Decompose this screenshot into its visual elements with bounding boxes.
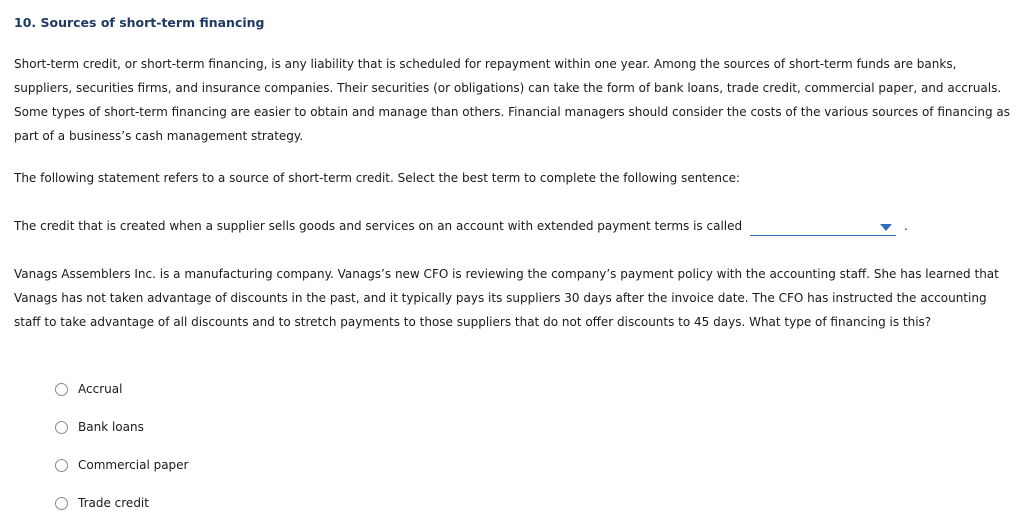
intro-paragraph: Short-term credit, or short-term financing, is any liability that is scheduled for repayment within one year. Among the sources of short-term funds are banks, suppliers, securities firms, and insurance companies. Their securities (or obligations) can take the form of bank loans, trade credit, commercial paper, and accruals. Some types of short-term financing are easier to obtain and manage than others. Financial managers should consider the costs of the various sources of financing as part of a business’s cash management strategy. xyxy=(14,57,1011,143)
option-label: Commercial paper xyxy=(78,458,189,472)
question-title: 10. Sources of short-term financing xyxy=(14,15,265,30)
caret-down-icon xyxy=(880,224,892,231)
radio-button-icon[interactable] xyxy=(55,383,68,396)
option-bank-loans[interactable] xyxy=(55,419,144,435)
radio-button-icon[interactable] xyxy=(55,459,68,472)
option-label: Accrual xyxy=(78,382,123,396)
option-label: Trade credit xyxy=(78,496,149,510)
radio-button-icon[interactable] xyxy=(55,421,68,434)
option-commercial-paper[interactable] xyxy=(55,457,189,473)
option-label: Bank loans xyxy=(78,420,144,434)
answer-dropdown[interactable] xyxy=(750,218,896,236)
option-trade-credit[interactable] xyxy=(55,495,149,511)
sentence-prefix: The credit that is created when a supplier sells goods and services on an account with extended payment terms is called xyxy=(14,219,743,233)
option-accrual[interactable] xyxy=(55,381,122,397)
scenario-paragraph: Vanags Assemblers Inc. is a manufacturing company. Vanags’s new CFO is reviewing the company’s payment policy with the accounting staff. She has learned that Vanags has not taken advantage of discounts in the past, and it typically pays its suppliers 30 days after the invoice date. The CFO has instructed the accounting staff to take advantage of all discounts and to stretch payments to those suppliers that do not offer discounts to 45 days. What type of financing is this? xyxy=(14,267,999,329)
instruction-text: The following statement refers to a source of short-term credit. Select the best term to complete the following sentence: xyxy=(14,171,741,185)
radio-button-icon[interactable] xyxy=(55,497,68,510)
fill-in-sentence xyxy=(14,214,1014,238)
sentence-suffix: . xyxy=(903,219,908,233)
